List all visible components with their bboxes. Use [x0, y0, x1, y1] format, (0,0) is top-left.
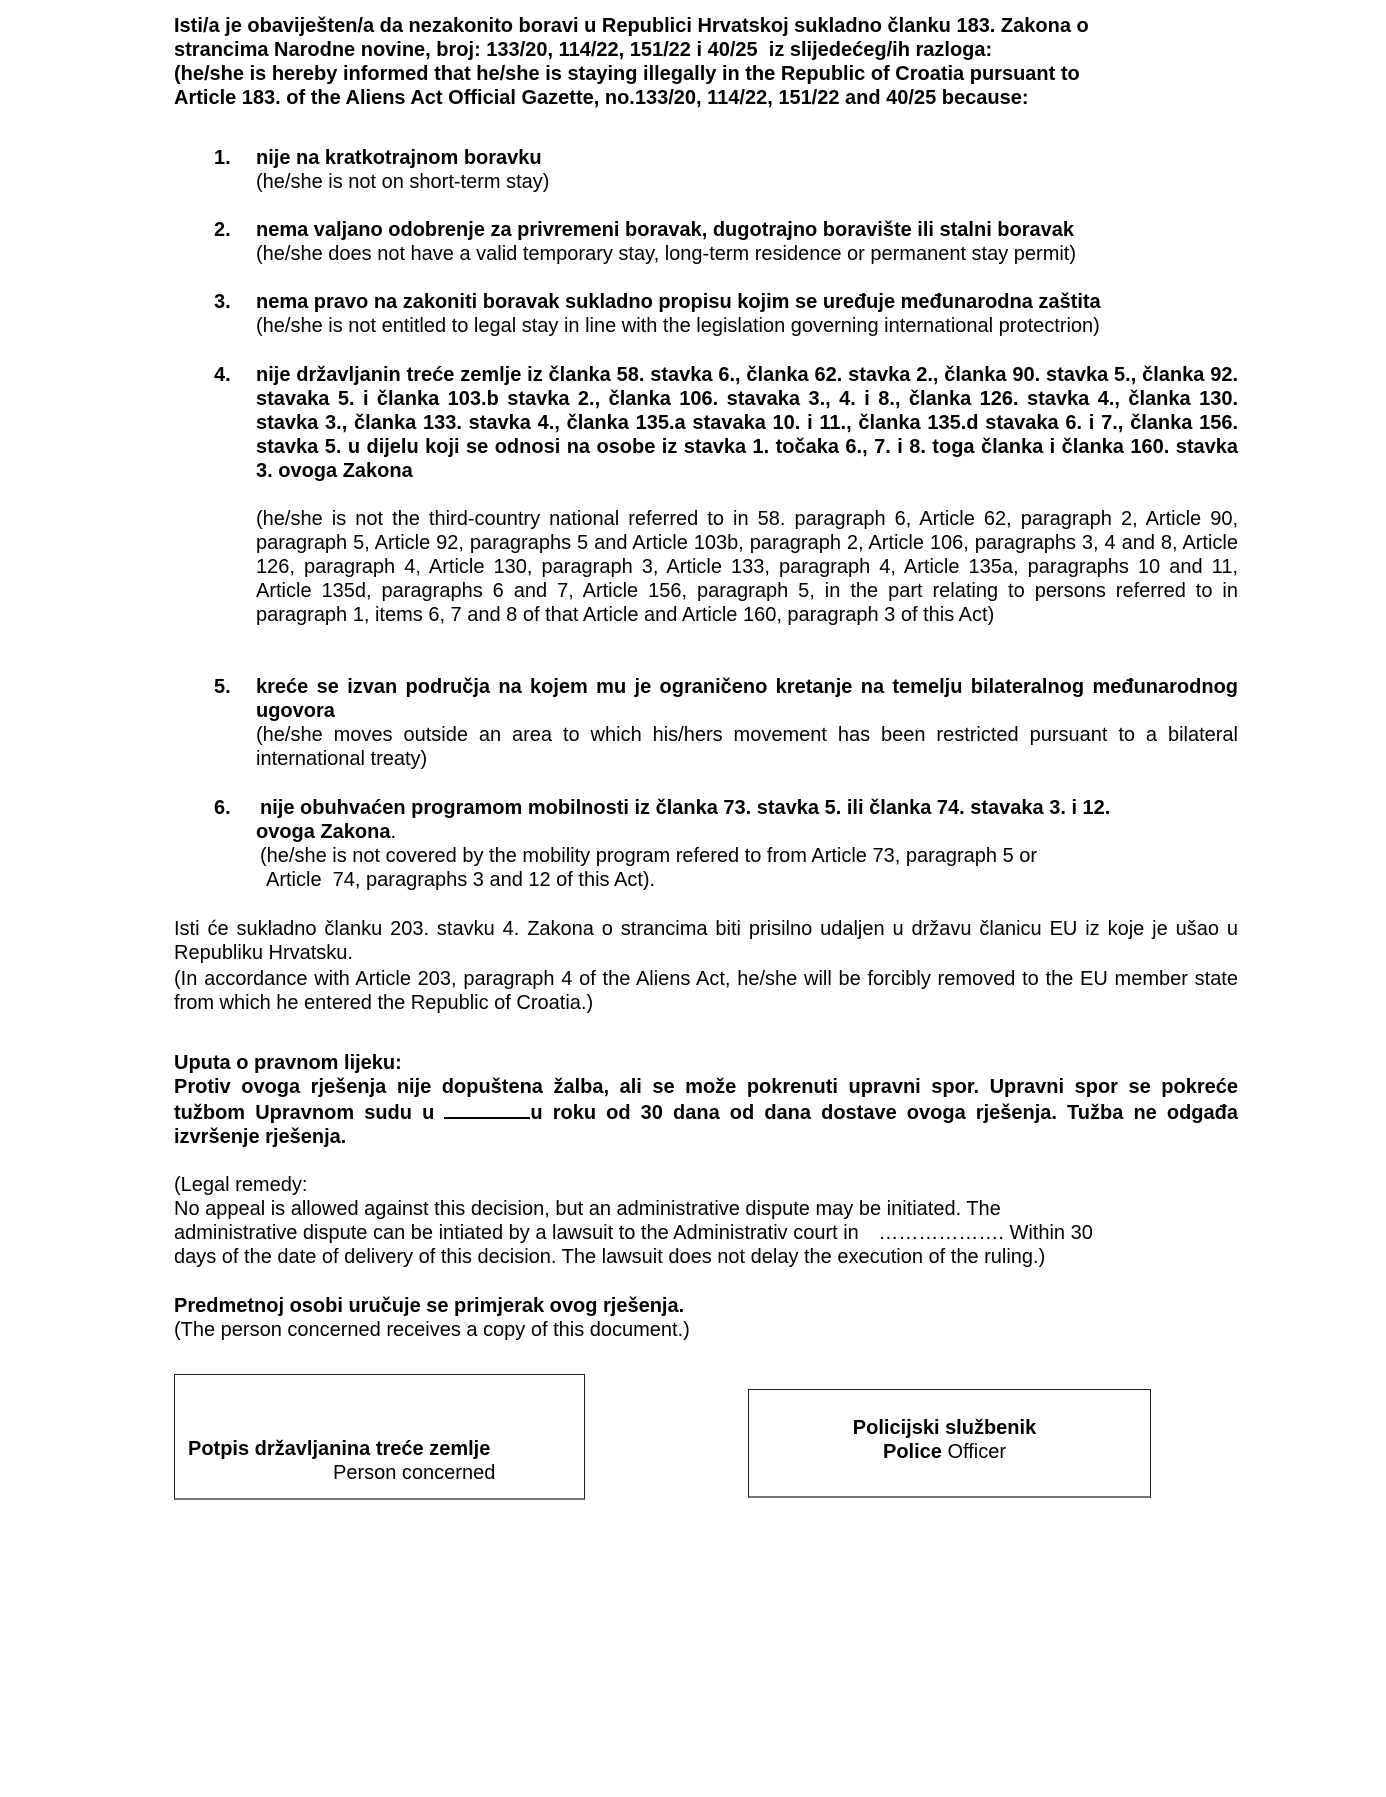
removal-hr: Isti će sukladno članku 203. stavku 4. Zakona o strancima biti prisilno udaljen u državu članicu EU iz koje je ušao u Republiku Hrvatsku. — [174, 918, 1238, 964]
officer-label-hr: Policijski službenik — [852, 1417, 1037, 1439]
person-signature-label-hr: Potpis državljanina treće zemlje — [188, 1438, 491, 1460]
officer-label-en-bold: Police — [882, 1441, 942, 1463]
reason-en: (he/she is not the third-country national referred to in 58. paragraph 6, Article 62, paragraph 2, Article 90, paragraph 5, Article 92, paragraphs 5 and Article 103b, paragraph 2, Article 106, paragraphs 3, 4 and 8, Article 126, paragraph 4, Article 130, paragraph 3, Article 133, paragraph 4, Article 135a, paragraphs 10 and 11, Article 135d, paragraphs 6 and 7, Article 156, paragraph 5, in the part relating to persons referred to in paragraph 1, items 6, 7 and 8 of that Article and Article 160, paragraph 3 of this Act) — [256, 508, 1238, 626]
reason-hr: nije državljanin treće zemlje iz članka 58. stavka 6., članka 62. stavka 2., članka 90. stavka 5., članka 92. stavaka 5. i članka 103.b stavka 2., članka 106. stavaka 3., 4. i 8., članka 126. stavka 4., članka 130. stavka 3., članka 133. stavka 4., članka 135.a stavaka 10. i 11., članka 135.d stavaka 6. i 7., članka 156. stavka 5. u dijelu koji se odnosi na osobe iz stavka 1. točaka 6., 7. i 8. toga članka i članka 160. stavka 3. ovoga Zakona — [256, 364, 1238, 482]
reason-en-line-1: (he/she is not covered by the mobility program refered to from Article 73, paragraph 5 or — [260, 845, 1038, 867]
reason-en: (he/she does not have a valid temporary stay, long-term residence or permanent stay permit) — [256, 243, 1077, 265]
person-signature-label-en: Person concerned — [333, 1462, 496, 1484]
reason-en-line-2: Article 74, paragraphs 3 and 12 of this Act). — [266, 869, 656, 891]
reason-item-6 — [214, 796, 1238, 892]
reason-number: 2. — [214, 219, 231, 241]
reason-hr-line-1: nije obuhvaćen programom mobilnosti iz članka 73. stavka 5. ili članka 74. stavaka 3. i 12. — [260, 797, 1111, 819]
reason-hr-line-2: ovoga Zakona — [256, 821, 391, 843]
line2-text: administrative dispute can be intiated by a lawsuit to the Administrativ court in — [174, 1222, 859, 1244]
person-signature-box[interactable] — [174, 1374, 585, 1500]
reason-number: 1. — [214, 147, 231, 169]
reason-number: 6. — [214, 797, 231, 819]
reason-number: 4. — [214, 364, 231, 386]
reason-number: 5. — [214, 676, 231, 698]
reason-hr: kreće se izvan područja na kojem mu je ograničeno kretanje na temelju bilateralnog međunarodnog ugovora — [256, 676, 1238, 722]
line2-after: Within 30 — [1009, 1222, 1093, 1244]
reason-en: (he/she is not entitled to legal stay in line with the legislation governing international protectrion) — [256, 315, 1100, 337]
intro-hr-line-2: strancima Narodne novine, broj: 133/20, 114/22, 151/22 i 40/25 iz slijedećeg/ih razloga: — [174, 39, 993, 61]
reason-hr: nije na kratkotrajnom boravku — [256, 147, 542, 169]
reason-en: (he/she is not on short-term stay) — [256, 171, 550, 193]
legal-remedy-text-2: u roku od 30 dana od dana dostave ovoga rješenja. Tužba ne odgađa izvršenje rješenja. — [174, 1102, 1238, 1148]
reason-item-2 — [214, 218, 1238, 266]
legal-remedy-text-1: Protiv ovoga rješenja nije dopuštena žalba, ali se može pokrenuti upravni spor. Upravni spor se pokreće tužbom Upravnom sudu u — [174, 1076, 1238, 1124]
legal-remedy-en-line-1: No appeal is allowed against this decision, but an administrative dispute may be initiated. The — [174, 1198, 1001, 1220]
reason-hr: nema pravo na zakoniti boravak sukladno propisu kojim se uređuje međunarodna zaštita — [256, 291, 1101, 313]
officer-label-en-regular: Officer — [941, 1441, 1006, 1463]
reason-item-3 — [214, 290, 1238, 338]
copy-notice — [174, 1294, 1238, 1342]
reason-en: (he/she moves outside an area to which his/hers movement has been restricted pursuant to a bilateral international treaty) — [256, 724, 1238, 770]
officer-label-en — [749, 1440, 1140, 1464]
reason-item-4 — [214, 363, 1238, 627]
copy-notice-en: (The person concerned receives a copy of this document.) — [174, 1319, 690, 1341]
intro-hr-line-1: Isti/a je obaviješten/a da nezakonito boravi u Republici Hrvatskoj sukladno članku 183. Zakona o — [174, 15, 1089, 37]
legal-remedy-en-line-3: days of the date of delivery of this decision. The lawsuit does not delay the execution of the ruling.) — [174, 1246, 1046, 1268]
legal-remedy-en-line-2 — [174, 1221, 1238, 1245]
legal-remedy-hr — [174, 1051, 1238, 1149]
court-dots-field[interactable]: ………………. — [878, 1222, 1004, 1244]
intro-paragraph — [174, 14, 1238, 110]
legal-remedy-en — [174, 1173, 1238, 1269]
court-blank-field[interactable] — [444, 1099, 530, 1119]
reason-number: 3. — [214, 291, 231, 313]
intro-en-line-2: Article 183. of the Aliens Act Official Gazette, no.133/20, 114/22, 151/22 and 40/25 because: — [174, 87, 1029, 109]
reason-hr-period: . — [390, 821, 397, 843]
reason-hr: nema valjano odobrenje za privremeni boravak, dugotrajno boravište ili stalni boravak — [256, 219, 1075, 241]
reason-item-5 — [214, 675, 1238, 771]
removal-en: (In accordance with Article 203, paragraph 4 of the Aliens Act, he/she will be forcibly removed to the EU member state from which he entered the Republic of Croatia.) — [174, 968, 1238, 1014]
copy-notice-hr: Predmetnoj osobi uručuje se primjerak ovog rješenja. — [174, 1295, 685, 1317]
legal-remedy-title: Uputa o pravnom lijeku: — [174, 1052, 402, 1074]
legal-remedy-en-title: (Legal remedy: — [174, 1174, 308, 1196]
officer-signature-box[interactable] — [748, 1389, 1151, 1498]
removal-paragraph — [174, 917, 1238, 1015]
reason-item-1 — [214, 146, 1238, 194]
intro-en-line-1: (he/she is hereby informed that he/she is staying illegally in the Republic of Croatia pursuant to — [174, 63, 1080, 85]
